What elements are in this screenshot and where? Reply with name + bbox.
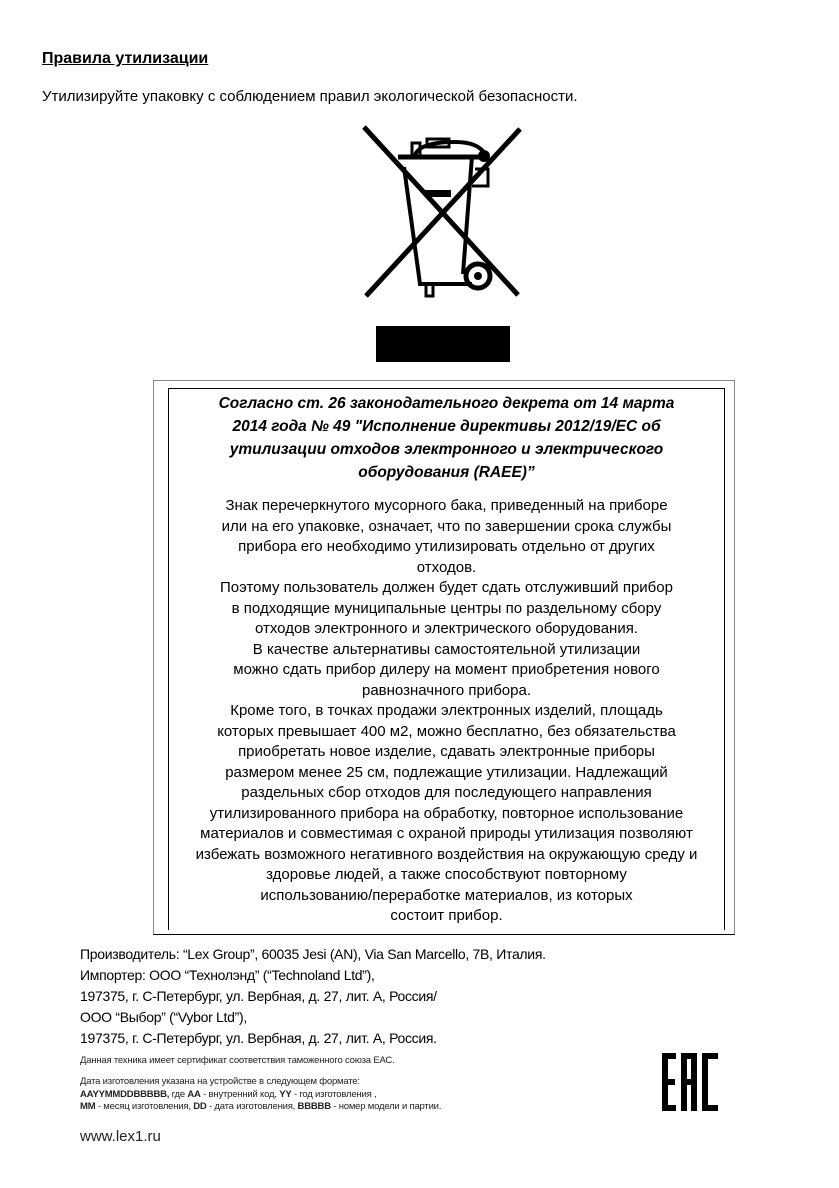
body-line: раздельных сбор отходов для последующего направления <box>241 784 652 801</box>
body-line: приобретать новое изделие, сдавать электронные приборы <box>238 743 655 760</box>
text: - год изготовления , <box>291 1088 377 1100</box>
subtitle: Утилизируйте упаковку с соблюдением правил экологической безопасности. <box>42 88 578 105</box>
code: MM <box>80 1101 96 1112</box>
body-line: В качестве альтернативы самостоятельной утилизации <box>252 640 641 658</box>
heading-line: оборудования (RAEE)” <box>358 464 535 481</box>
body-line: здоровье людей, а также способствуют повторному <box>266 866 627 883</box>
eac-logo-icon <box>660 1053 720 1111</box>
body-line: или на его упаковке, означает, что по завершении срока службы <box>221 517 672 535</box>
body-line: Знак перечеркнутого мусорного бака, приведенный на приборе <box>225 497 668 514</box>
date-format-intro: Дата изготовления указана на устройстве в следующем формате: <box>80 1076 360 1087</box>
importer-line: ООО “Выбор” (“Vybor Ltd”), <box>80 1009 247 1025</box>
address-line: 197375, г. С-Петербург, ул. Вербная, д. 27, лит. А, Россия/ <box>80 988 437 1004</box>
manufacturer-line: Производитель: “Lex Group”, 60035 Jesi (AN), Via San Marcello, 7B, Италия. <box>80 946 546 962</box>
body-line: утилизированного прибора на обработку, повторное использование <box>209 804 684 822</box>
body-line: состоит прибор. <box>390 907 503 924</box>
raee-notice <box>170 392 723 927</box>
raee-heading <box>170 392 723 484</box>
manufacturer-importer-info <box>80 944 546 1049</box>
body-line: размером менее 25 см, подлежащие утилизации. Надлежащий <box>225 763 668 781</box>
text: где <box>169 1088 188 1100</box>
body-line: использованию/переработке материалов, из которых <box>260 886 633 904</box>
body-line: можно сдать прибор дилеру на момент приобретения нового <box>233 661 660 678</box>
date-format-line-1 <box>80 1089 441 1102</box>
body-line: равнозначного прибора. <box>361 681 531 699</box>
text: - номер модели и партии. <box>330 1101 442 1112</box>
body-line: которых превышает 400 м2, можно бесплатно, без обязательства <box>217 722 676 740</box>
body-line: отходов электронного и электрического оборудования. <box>254 620 639 637</box>
heading-line: Согласно ст. 26 законодательного декрета от 14 марта <box>218 395 675 412</box>
date-format-note <box>80 1076 441 1114</box>
body-line: прибора его необходимо утилизировать отдельно от других <box>238 538 655 555</box>
code: YY <box>279 1088 292 1100</box>
importer-line: Импортер: ООО “Технолэнд” (“Technoland Ltd”), <box>80 967 375 983</box>
crossed-out-bin-icon <box>360 124 525 300</box>
certificate-note: Данная техника имеет сертификат соответствия таможенного союза ЕАС. <box>80 1055 395 1066</box>
body-line: Поэтому пользователь должен будет сдать отслуживший прибор <box>220 579 673 596</box>
black-bar <box>376 326 510 362</box>
code: BBBBB <box>297 1101 331 1112</box>
body-line: в подходящие муниципальные центры по раздельному сбору <box>231 599 662 617</box>
page-title: Правила утилизации <box>42 50 209 67</box>
heading-line: утилизации отходов электронного и электрического <box>229 441 664 458</box>
website-link[interactable]: www.lex1.ru <box>80 1128 161 1145</box>
code: AAYYMMDDBBBBB, <box>80 1088 170 1100</box>
body-line: отходов. <box>416 558 477 576</box>
text: - месяц изготовления, <box>95 1101 194 1112</box>
code: AA <box>187 1088 201 1100</box>
body-line: Кроме того, в точках продажи электронных изделий, площадь <box>230 702 663 719</box>
body-line: материалов и совместимая с охраной природы утилизация позволяют <box>200 825 693 842</box>
body-line: избежать возможного негативного воздействия на окружающую среду и <box>195 845 698 863</box>
text: - внутренний код, <box>200 1088 280 1100</box>
date-format-line-2 <box>80 1101 441 1114</box>
code: DD <box>193 1101 207 1112</box>
text: - дата изготовления, <box>206 1101 298 1112</box>
heading-line: 2014 года № 49 "Исполнение директивы 2012/19/ЕС об <box>232 418 661 435</box>
address-line: 197375, г. С-Петербург, ул. Вербная, д. 27, лит. А, Россия. <box>80 1030 437 1046</box>
